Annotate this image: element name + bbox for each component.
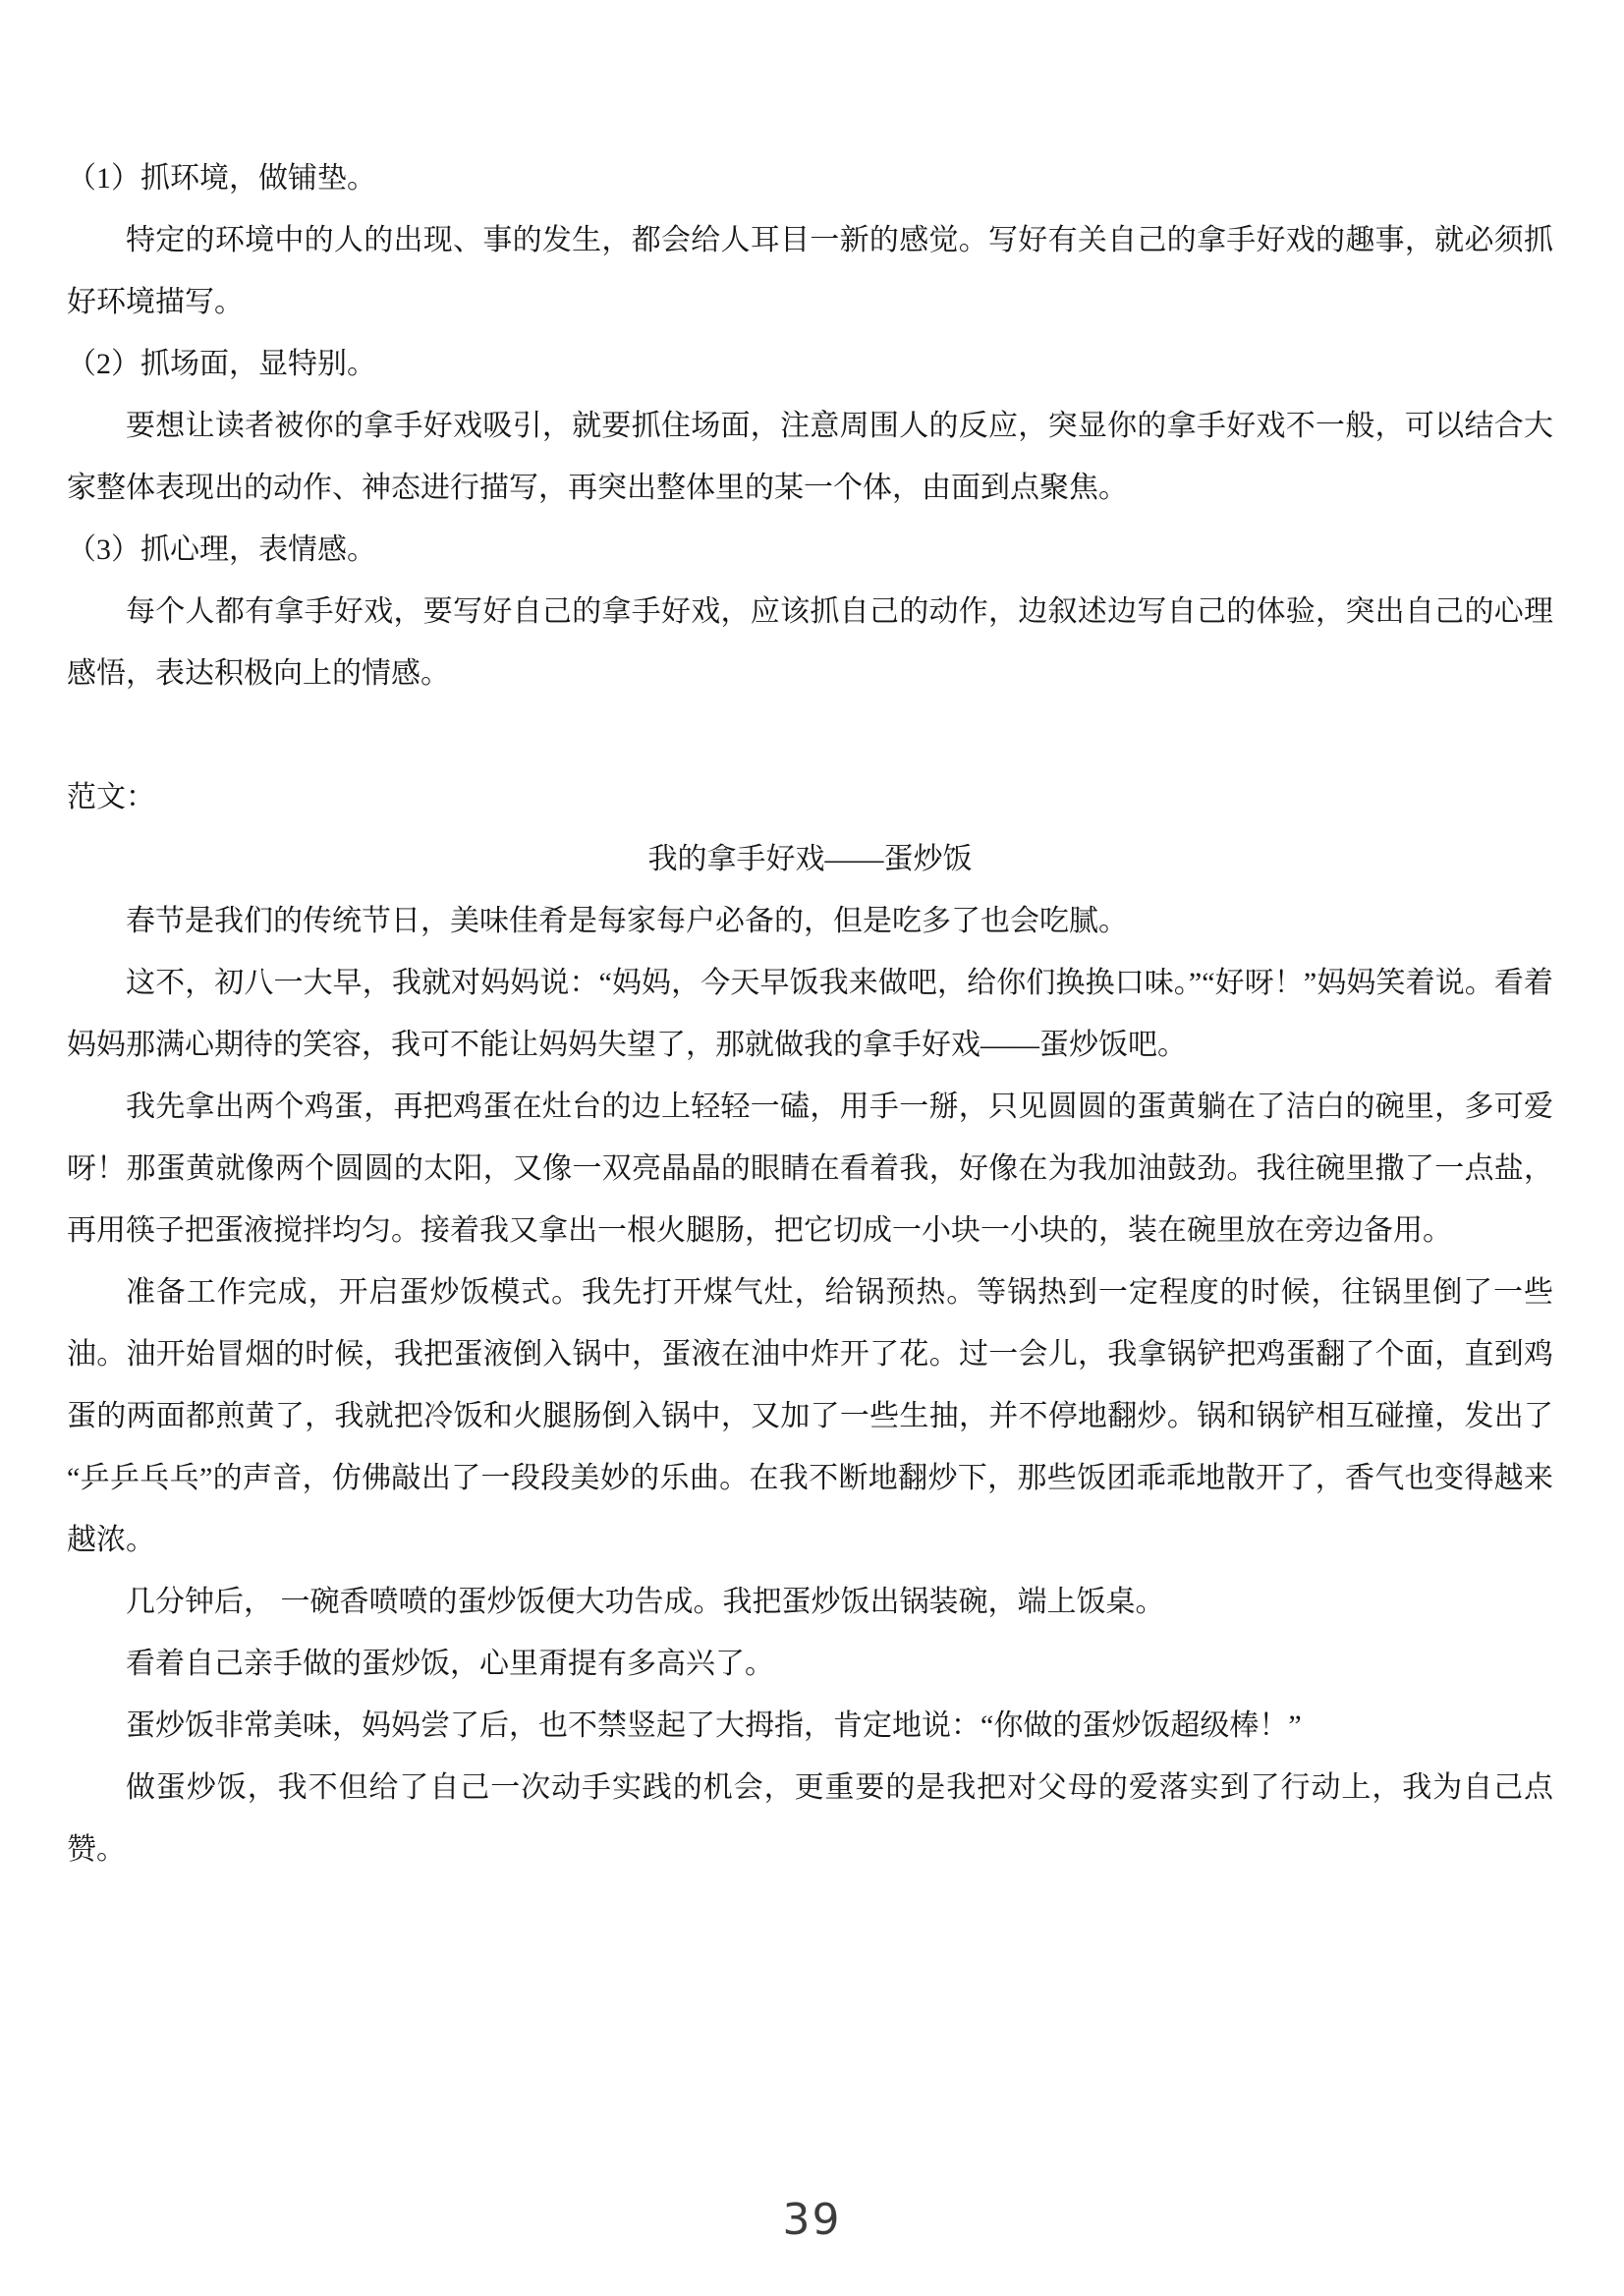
essay-paragraph: 蛋炒饭非常美味，妈妈尝了后，也不禁竖起了大拇指，肯定地说：“你做的蛋炒饭超级棒！” — [126, 1709, 1302, 1742]
guide-point-heading: （2）抓场面，显特别。 — [67, 348, 376, 380]
guide-point-heading: （3）抓心理，表情感。 — [67, 533, 376, 566]
guide-point-body: 特定的环境中的人的出现、事的发生，都会给人耳目一新的感觉。写好有关自己的拿手好戏的趣事，就必须抓好环境描写。 — [67, 224, 1553, 318]
essay-paragraph: 我先拿出两个鸡蛋，再把鸡蛋在灶台的边上轻轻一磕，用手一掰，只见圆圆的蛋黄躺在了洁白的碗里，多可爱呀！那蛋黄就像两个圆圆的太阳，又像一双亮晶晶的眼睛在看着我，好像在为我加油鼓劲。我往碗里撒了一点盐，再用筷子把蛋液搅拌均匀。接着我又拿出一根火腿肠，把它切成一小块一小块的，装在碗里放在旁边备用。 — [67, 1091, 1553, 1247]
document-body — [67, 147, 1553, 1880]
writing-guide — [67, 147, 1553, 704]
essay-paragraph: 做蛋炒饭，我不但给了自己一次动手实践的机会，更重要的是我把对父母的爱落实到了行动上，我为自己点赞。 — [67, 1771, 1553, 1866]
essay-paragraph: 看着自己亲手做的蛋炒饭，心里甭提有多高兴了。 — [126, 1648, 774, 1680]
guide-point-body: 每个人都有拿手好戏，要写好自己的拿手好戏，应该抓自己的动作，边叙述边写自己的体验，突出自己的心理感悟，表达积极向上的情感。 — [67, 595, 1553, 690]
model-essay — [67, 766, 1553, 1880]
guide-point-body: 要想让读者被你的拿手好戏吸引，就要抓住场面，注意周围人的反应，突显你的拿手好戏不一般，可以结合大家整体表现出的动作、神态进行描写，再突出整体里的某一个体，由面到点聚焦。 — [67, 410, 1553, 504]
page-number: 39 — [782, 2195, 842, 2245]
essay-paragraph: 这不，初八一大早，我就对妈妈说：“妈妈，今天早饭我来做吧，给你们换换口味。”“好呀！”妈妈笑着说。看着妈妈那满心期待的笑容，我可不能让妈妈失望了，那就做我的拿手好戏——蛋炒饭吧。 — [67, 967, 1553, 1061]
essay-paragraph: 准备工作完成，开启蛋炒饭模式。我先打开煤气灶，给锅预热。等锅热到一定程度的时候，往锅里倒了一些油。油开始冒烟的时候，我把蛋液倒入锅中，蛋液在油中炸开了花。过一会儿，我拿锅铲把鸡蛋翻了个面，直到鸡蛋的两面都煎黄了，我就把冷饭和火腿肠倒入锅中，又加了一些生抽，并不停地翻炒。锅和锅铲相互碰撞，发出了“乒乒乓乓”的声音，仿佛敲出了一段段美妙的乐曲。在我不断地翻炒下，那些饭团乖乖地散开了，香气也变得越来越浓。 — [67, 1276, 1553, 1556]
essay-title: 我的拿手好戏——蛋炒饭 — [647, 843, 973, 875]
essay-paragraph: 几分钟后， 一碗香喷喷的蛋炒饭便大功告成。我把蛋炒饭出锅装碗，端上饭桌。 — [126, 1586, 1165, 1618]
essay-label: 范文： — [67, 781, 155, 813]
essay-paragraph: 春节是我们的传统节日，美味佳肴是每家每户必备的，但是吃多了也会吃腻。 — [126, 905, 1128, 937]
guide-point-heading: （1）抓环境，做铺垫。 — [67, 162, 376, 195]
